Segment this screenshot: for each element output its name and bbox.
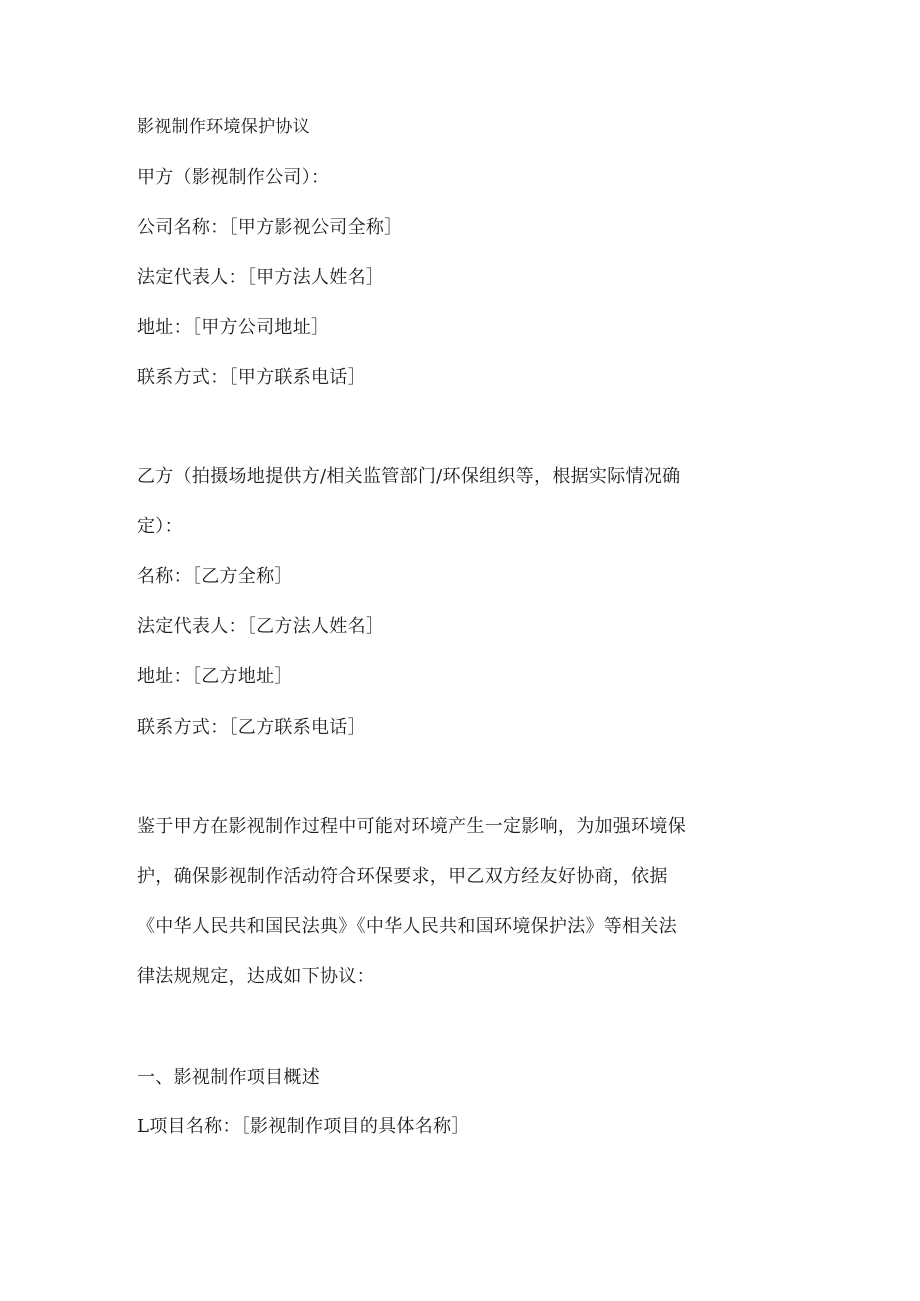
preamble-line: 《中华人民共和国民法典》《中华人民共和国环境保护法》等相关法 [137, 916, 677, 937]
party-b-heading-line2: 定）： [137, 516, 183, 537]
party-a-heading: 甲方（影视制作公司）： [137, 167, 330, 188]
preamble-line: 护，确保影视制作活动符合环保要求，甲乙双方经友好协商，依据 [137, 866, 668, 887]
party-b-name: 名称：［乙方全称］ [137, 566, 293, 587]
document-title: 影视制作环境保护协议 [137, 117, 310, 137]
party-a-address: 地址：［甲方公司地址］ [137, 317, 330, 338]
party-b-heading-line1: 乙方（拍摄场地提供方/相关监管部门/环保组织等，根据实际情况确 [137, 466, 681, 487]
party-b-contact: 联系方式：［乙方联系电话］ [137, 717, 366, 738]
party-b-legal-rep: 法定代表人：［乙方法人姓名］ [137, 616, 385, 637]
preamble-line: 鉴于甲方在影视制作过程中可能对环境产生一定影响，为加强环境保 [137, 816, 686, 837]
party-a-company-name: 公司名称：［甲方影视公司全称］ [137, 217, 403, 238]
party-b-address: 地址：［乙方地址］ [137, 666, 293, 687]
section-1-item-1: L项目名称：［影视制作项目的具体名称］ [137, 1116, 470, 1137]
party-a-legal-rep: 法定代表人：［甲方法人姓名］ [137, 267, 385, 288]
party-a-contact: 联系方式：［甲方联系电话］ [137, 367, 366, 388]
preamble-line: 律法规规定，达成如下协议： [137, 966, 375, 987]
section-1-heading: 一、影视制作项目概述 [137, 1067, 320, 1088]
